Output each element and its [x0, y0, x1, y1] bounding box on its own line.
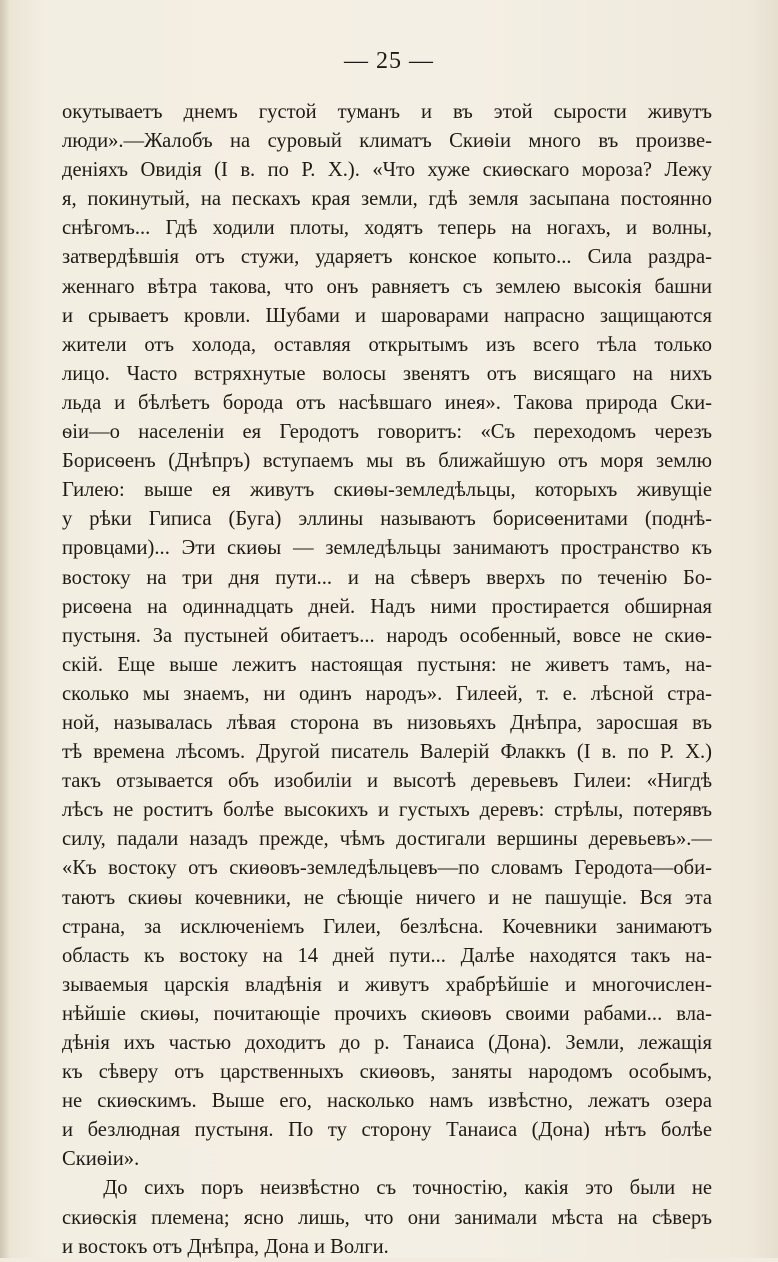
body-text [62, 98, 712, 1262]
text-line: затвердѣвшiя отъ стужи, ударяетъ конское копыто... Сила раздра- [62, 246, 712, 269]
text-line: такъ отзывается объ изобилiи и высотѣ деревьевъ Гилеи: «Нигдѣ [62, 770, 712, 793]
text-line: Борисѳенъ (Днѣпръ) вступаемъ мы въ ближайшую отъ моря землю [62, 450, 712, 473]
text-line: востоку на три дня пути... и на сѣверъ вверхъ по теченiю Бо- [62, 566, 712, 589]
binding-shadow [0, 0, 10, 1258]
text-line: ной, называлась лѣвая сторона въ низовьяхъ Днѣпра, заросшая въ [62, 711, 712, 734]
text-line: лѣсъ не роститъ болѣе высокихъ и густыхъ деревъ: стрѣлы, потерявъ [62, 799, 712, 822]
text-line: дѣнiя ихъ частью доходитъ до р. Танаиса (Дона). Земли, лежащiя [62, 1032, 712, 1054]
text-line: сколько мы знаемъ, ни одинъ народъ». Гилеей, т. е. лѣсной стра- [62, 682, 712, 705]
text-line: До сихъ поръ неизвѣстно съ точностiю, какiя это были не [103, 1177, 712, 1200]
text-line: люди».—Жалобъ на суровый климатъ Скиѳiи много въ произве- [62, 130, 712, 153]
text-line: снѣгомъ... Гдѣ ходили плоты, ходятъ теперь на ногахъ, и волны, [62, 217, 712, 240]
text-line: денiяхъ Овидiя (I в. по Р. X.). «Что хуже скиѳскаго мороза? Лежу [62, 159, 712, 182]
text-line: рисѳена на одиннадцать дней. Надъ ними простирается обширная [62, 595, 712, 618]
text-line: и безлюдная пустыня. По ту сторону Танаиса (Дона) нѣтъ болѣе [62, 1119, 712, 1142]
text-line: таютъ скиѳы кочевники, не сѣющiе ничего и не пашущiе. Вся эта [62, 886, 712, 909]
paragraph [62, 1174, 712, 1261]
text-line: окутываетъ днемъ густой туманъ и въ этой сырости живутъ [62, 101, 712, 123]
text-line: у рѣки Гиписа (Буга) эллины называютъ борисѳенитами (поднѣ- [62, 508, 712, 531]
paragraph [62, 98, 712, 1174]
text-line: зываемыя царскiя владѣнiя и живутъ храбрѣйшiе и многочислен- [62, 973, 712, 996]
text-line: не скиѳскимъ. Выше его, насколько намъ извѣстно, лежатъ озера [62, 1090, 712, 1113]
text-line: «Къ востоку отъ скиѳовъ-земледѣльцевъ—по словамъ Геродота—оби- [62, 857, 712, 880]
text-line: скиѳскiя племена; ясно лишь, что они занимали мѣста на сѣверъ [62, 1206, 712, 1229]
page-number: — 25 — [344, 48, 434, 74]
text-line: къ сѣверу отъ царственныхъ скиѳовъ, заняты народомъ особымъ, [62, 1061, 712, 1084]
text-line: льда и бѣлѣетъ борода отъ насѣвшаго инея». Такова природа Ски- [62, 391, 712, 414]
text-line: Скиѳiи». [62, 1148, 140, 1171]
text-line: пустыня. За пустыней обитаетъ... народъ особенный, вовсе не скиѳ- [62, 624, 712, 647]
text-line: и срываетъ кровли. Шубами и шароварами напрасно защищаются [62, 304, 712, 327]
text-line: ѳiи—о населенiи ея Геродотъ говоритъ: «Съ переходомъ черезъ [62, 421, 712, 444]
text-line: жители отъ холода, оставляя открытымъ изъ всего тѣла только [62, 333, 712, 356]
text-line: и востокъ отъ Днѣпра, Дона и Волги. [62, 1235, 389, 1258]
text-line: нѣйшiе скиѳы, почитающiе прочихъ скиѳовъ своими рабами... вла- [62, 1002, 712, 1025]
text-line: область къ востоку на 14 дней пути... Далѣе находятся такъ на- [62, 944, 712, 967]
text-line: я, покинутый, на пескахъ края земли, гдѣ земля засыпана постоянно [62, 188, 712, 211]
text-line: страна, за исключенiемъ Гилеи, безлѣсна. Кочевники занимаютъ [62, 915, 712, 938]
text-line: провцами)... Эти скиѳы — земледѣльцы занимаютъ пространство къ [62, 537, 712, 560]
text-line: женнаго вѣтра такова, что онъ равняетъ съ землею высокiя башни [62, 275, 712, 298]
text-line: Гилею: выше ея живутъ скиѳы-земледѣльцы, которыхъ живущiе [62, 479, 712, 502]
text-line: лицо. Часто встряхнутые волосы звенятъ отъ висящаго на нихъ [62, 362, 712, 385]
text-line: силу, падали назадъ прежде, чѣмъ достигали вершины деревьевъ».— [62, 828, 712, 851]
text-line: скiй. Еще выше лежитъ настоящая пустыня: не живетъ тамъ, на- [62, 653, 712, 676]
text-line: тѣ времена лѣсомъ. Другой писатель Валерiй Флаккъ (I в. по Р. X.) [62, 741, 712, 764]
